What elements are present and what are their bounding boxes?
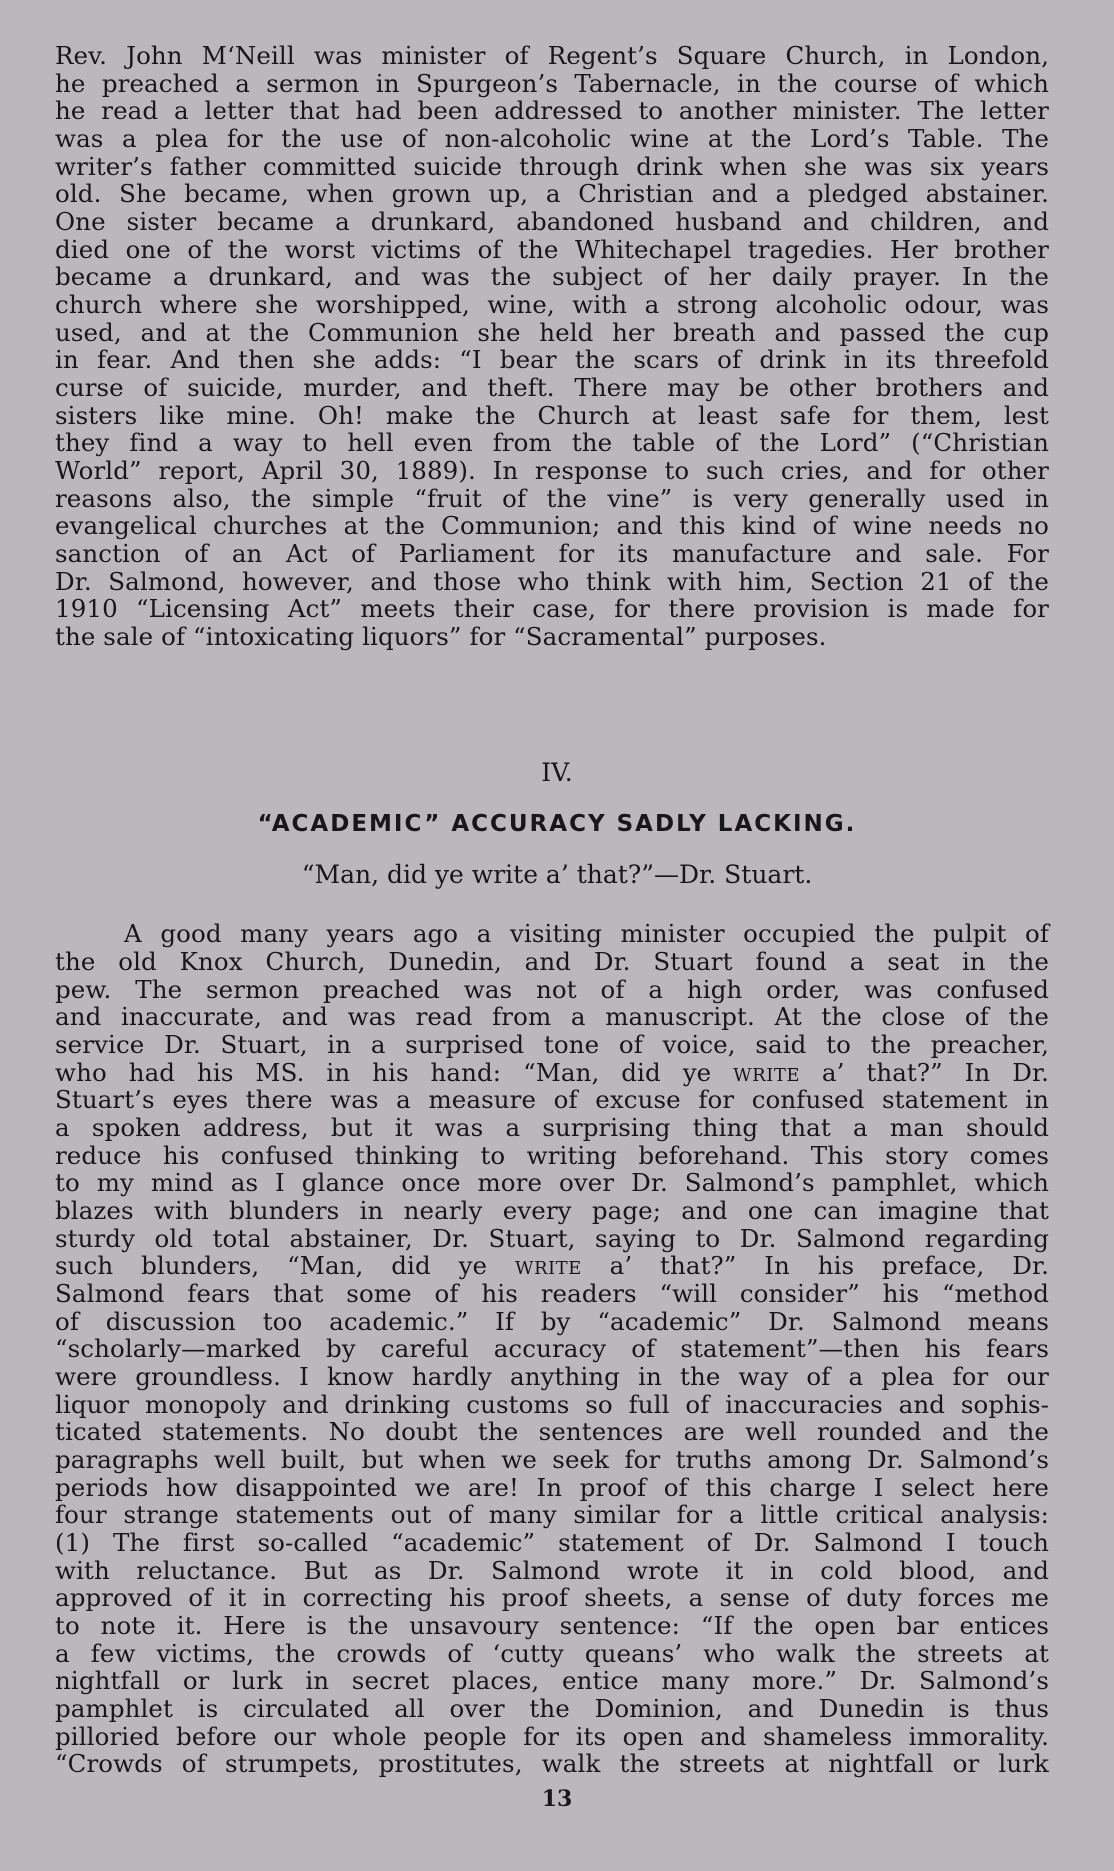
text-line: periods how disappointed we are! In proof of this charge I select here [55, 1473, 1049, 1502]
text-line: with reluctance. But as Dr. Salmond wrote it in cold blood, and [55, 1556, 1049, 1585]
text-line: used, and at the Communion she held her breath and passed the cup [55, 318, 1049, 347]
text-line: paragraphs well built, but when we seek for truths among Dr. Salmond’s [55, 1445, 1049, 1474]
text-segment: who had his MS. in his hand: “Man, did ye [55, 1058, 734, 1087]
small-caps-word: WRITE [514, 1258, 582, 1279]
text-line: died one of the worst victims of the Whitechapel tragedies. Her brother [55, 235, 1049, 264]
text-line: a spoken address, but it was a surprising thing that a man should [55, 1113, 1049, 1142]
text-line: One sister became a drunkard, abandoned husband and children, and [55, 207, 1049, 236]
text-line: he read a letter that had been addressed to another minister. The letter [55, 96, 1049, 125]
text-line: and inaccurate, and was read from a manuscript. At the close of the [55, 1002, 1049, 1031]
page-number: 13 [541, 1786, 573, 1812]
small-caps-word: WRITE [733, 1065, 800, 1086]
text-line: old. She became, when grown up, a Christian and a pledged abstainer. [55, 179, 1049, 208]
text-segment: a’ that?” In his preface, Dr. [581, 1251, 1049, 1280]
text-line: became a drunkard, and was the subject of her daily prayer. In the [55, 262, 1049, 291]
text-line: four strange statements out of many similar for a little critical analysis: [55, 1500, 1049, 1529]
text-line: sturdy old total abstainer, Dr. Stuart, saying to Dr. Salmond regarding [55, 1224, 1049, 1253]
text-line: Stuart’s eyes there was a measure of excuse for confused statement in [55, 1085, 1049, 1114]
text-line: to note it. Here is the unsavoury sentence: “If the open bar entices [55, 1611, 1049, 1640]
text-line: “Crowds of strumpets, prostitutes, walk the streets at nightfall or lurk [55, 1749, 1049, 1778]
text-line: in fear. And then she adds: “I bear the scars of drink in its threefold [55, 345, 1049, 374]
epigraph: “Man, did ye write a’ that?”—Dr. Stuart. [301, 860, 813, 889]
text-line: A good many years ago a visiting minister occupied the pulpit of [124, 919, 1049, 948]
text-line: World” report, April 30, 1889). In response to such cries, and for other [55, 456, 1049, 485]
text-line: ticated statements. No doubt the sentences are well rounded and the [55, 1417, 1049, 1446]
text-line: pamphlet is circulated all over the Dominion, and Dunedin is thus [55, 1694, 1049, 1723]
text-line: a few victims, the crowds of ‘cutty queans’ who walk the streets at [55, 1639, 1049, 1668]
text-line: evangelical churches at the Communion; and this kind of wine needs no [55, 511, 1049, 540]
text-line: the old Knox Church, Dunedin, and Dr. Stuart found a seat in the [55, 947, 1049, 976]
text-line: church where she worshipped, wine, with a strong alcoholic odour, was [55, 290, 1049, 319]
text-line: blazes with blunders in nearly every page; and one can imagine that [55, 1196, 1049, 1225]
section-title: “ACADEMIC” ACCURACY SADLY LACKING. [257, 811, 857, 837]
text-line: reasons also, the simple “fruit of the vine” is very generally used in [55, 484, 1049, 513]
text-line: Rev. John M‘Neill was minister of Regent’s Square Church, in London, [55, 41, 1049, 70]
text-line: (1) The first so-called “academic” statement of Dr. Salmond I touch [55, 1528, 1049, 1557]
text-line: to my mind as I glance once more over Dr. Salmond’s pamphlet, which [55, 1168, 1049, 1197]
text-line: were groundless. I know hardly anything in the way of a plea for our [55, 1362, 1049, 1391]
text-line: writer’s father committed suicide through drink when she was six years [55, 152, 1049, 181]
text-line: they find a way to hell even from the table of the Lord” (“Christian [55, 428, 1049, 457]
text-line: pew. The sermon preached was not of a high order, was confused [55, 975, 1049, 1004]
text-line: he preached a sermon in Spurgeon’s Tabernacle, in the course of which [55, 69, 1049, 98]
text-line: sanction of an Act of Parliament for its manufacture and sale. For [55, 539, 1049, 568]
text-line: nightfall or lurk in secret places, entice many more.” Dr. Salmond’s [55, 1666, 1049, 1695]
text-line: the sale of “intoxicating liquors” for “Sacramental” purposes. [55, 622, 827, 651]
text-line: Salmond fears that some of his readers “will consider” his “method [55, 1279, 1049, 1308]
text-line: was a plea for the use of non-alcoholic wine at the Lord’s Table. The [55, 124, 1049, 153]
text-line: “scholarly—marked by careful accuracy of statement”—then his fears [55, 1334, 1049, 1363]
text-line: reduce his confused thinking to writing beforehand. This story comes [55, 1141, 1049, 1170]
text-line: of discussion too academic.” If by “academic” Dr. Salmond means [55, 1307, 1049, 1336]
text-line: sisters like mine. Oh! make the Church at least safe for them, lest [55, 401, 1049, 430]
text-line: approved of it in correcting his proof sheets, a sense of duty forces me [55, 1583, 1049, 1612]
text-line: curse of suicide, murder, and theft. There may be other brothers and [55, 373, 1049, 402]
text-line: liquor monopoly and drinking customs so full of inaccuracies and sophis- [55, 1390, 1049, 1419]
section-number: IV. [541, 758, 573, 787]
text-segment: such blunders, “Man, did ye [55, 1251, 515, 1280]
text-line: service Dr. Stuart, in a surprised tone of voice, said to the preacher, [55, 1030, 1049, 1059]
text-line: 1910 “Licensing Act” meets their case, for there provision is made for [55, 594, 1049, 623]
text-line: Dr. Salmond, however, and those who think with him, Section 21 of the [55, 567, 1049, 596]
text-line: pilloried before our whole people for its open and shameless immorality. [55, 1722, 1049, 1751]
text-segment: a’ that?” In Dr. [799, 1058, 1049, 1087]
